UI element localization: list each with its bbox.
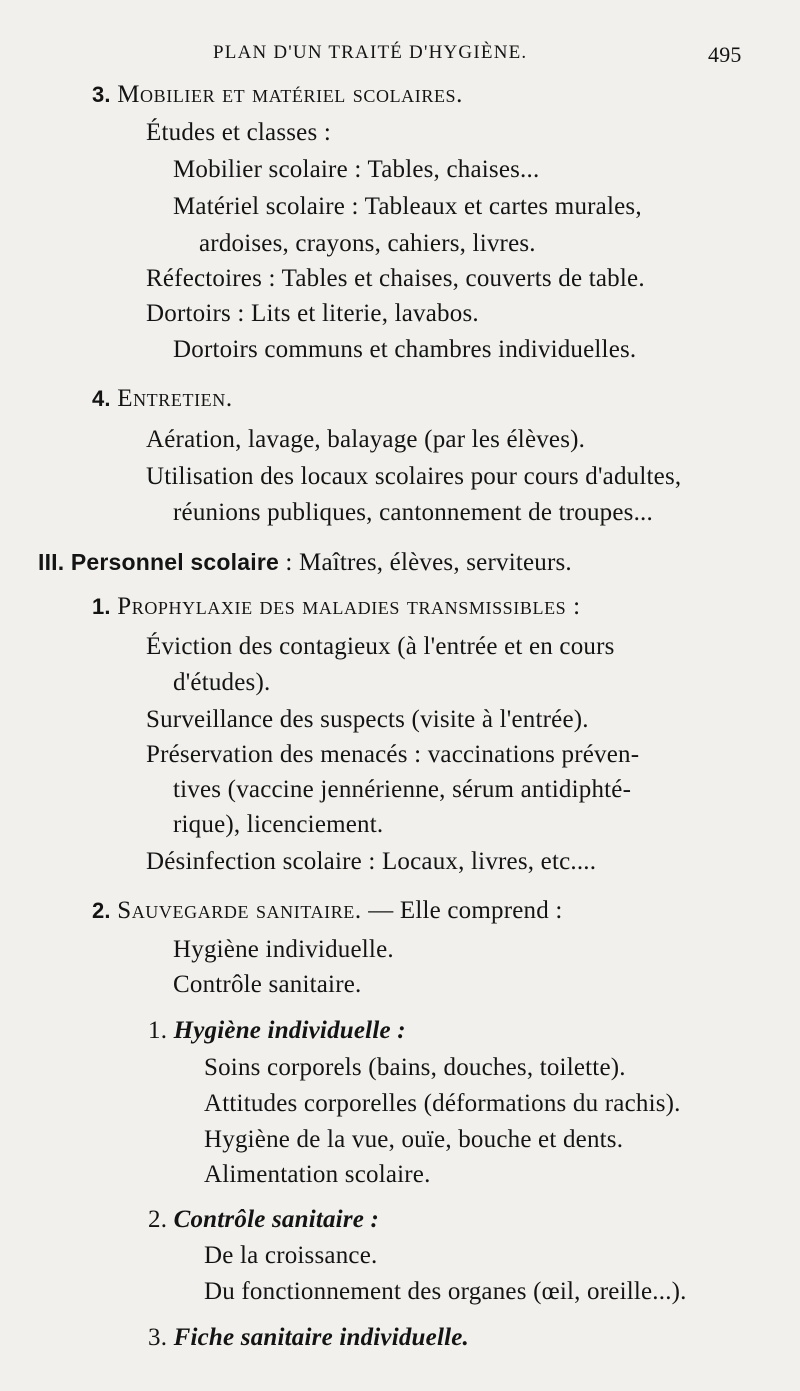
text-line: Utilisation des locaux scolaires pour cours d'adultes, xyxy=(146,463,682,490)
text-line: Soins corporels (bains, douches, toilette). xyxy=(204,1054,626,1081)
text-line: Désinfection scolaire : Locaux, livres, etc.... xyxy=(146,848,597,875)
text-line: Alimentation scolaire. xyxy=(204,1161,431,1188)
subsection-number: 1. xyxy=(92,594,111,619)
text-line: Matériel scolaire : Tableaux et cartes murales, xyxy=(173,193,642,220)
text-line: De la croissance. xyxy=(204,1242,378,1269)
item-title: Hygiène individuelle : xyxy=(173,1017,406,1044)
subsection-title: Sauvegarde sanitaire. xyxy=(117,897,362,924)
subsection-number: 2. xyxy=(92,898,111,923)
text-line: Hygiène individuelle. xyxy=(173,936,394,963)
section-title: Mobilier et matériel scolaires. xyxy=(117,81,464,108)
text-line: Attitudes corporelles (déformations du rachis). xyxy=(204,1090,681,1117)
subsection-1-heading xyxy=(92,592,581,622)
part-3-heading xyxy=(38,547,572,578)
text-line: Préservation des menacés : vaccinations préven- xyxy=(146,741,640,768)
section-number: 4. xyxy=(92,386,111,411)
item-number: 3. xyxy=(148,1324,168,1351)
text-line: Mobilier scolaire : Tables, chaises... xyxy=(173,156,540,183)
subsection-2-heading xyxy=(92,896,563,926)
text-line: Dortoirs : Lits et literie, lavabos. xyxy=(146,300,479,327)
item-number: 2. xyxy=(148,1206,168,1233)
page-number: 495 xyxy=(708,42,742,67)
text-line: Études et classes : xyxy=(146,119,332,146)
subsection-intro: — Elle comprend : xyxy=(361,897,563,924)
text-line: Contrôle sanitaire. xyxy=(173,971,362,998)
running-title: PLAN D'UN TRAITÉ D'HYGIÈNE. xyxy=(213,42,528,63)
item-2-heading xyxy=(148,1205,379,1235)
item-title: Contrôle sanitaire : xyxy=(173,1206,380,1233)
text-line: tives (vaccine jennérienne, sérum antidiphté- xyxy=(173,776,632,803)
text-line: Réfectoires : Tables et chaises, couverts de table. xyxy=(146,265,645,292)
text-line: d'études). xyxy=(173,669,271,696)
item-title: Fiche sanitaire individuelle. xyxy=(173,1324,469,1351)
section-number: 3. xyxy=(92,82,111,107)
part-title: Personnel scolaire xyxy=(70,549,279,575)
text-line: Surveillance des suspects (visite à l'entrée). xyxy=(146,706,589,733)
text-line: Aération, lavage, balayage (par les élèves). xyxy=(146,426,586,453)
section-4-heading xyxy=(92,384,233,414)
text-line: rique), licenciement. xyxy=(173,811,384,838)
item-number: 1. xyxy=(148,1017,168,1044)
item-3-heading xyxy=(148,1323,469,1353)
text-line: Éviction des contagieux (à l'entrée et en cours xyxy=(146,633,615,660)
text-line: Hygiène de la vue, ouïe, bouche et dents. xyxy=(204,1126,624,1153)
text-line: Dortoirs communs et chambres individuelles. xyxy=(173,336,637,363)
part-roman-numeral: III. xyxy=(38,549,65,575)
item-1-heading xyxy=(148,1016,406,1046)
text-line: ardoises, crayons, cahiers, livres. xyxy=(199,230,536,257)
text-line: Du fonctionnement des organes (œil, oreille...). xyxy=(204,1278,687,1305)
section-3-heading xyxy=(92,80,463,110)
part-subtitle: : Maîtres, élèves, serviteurs. xyxy=(278,549,572,576)
section-title: Entretien. xyxy=(117,385,233,412)
subsection-title: Prophylaxie des maladies transmissibles : xyxy=(117,593,581,620)
text-line: réunions publiques, cantonnement de troupes... xyxy=(173,499,653,526)
